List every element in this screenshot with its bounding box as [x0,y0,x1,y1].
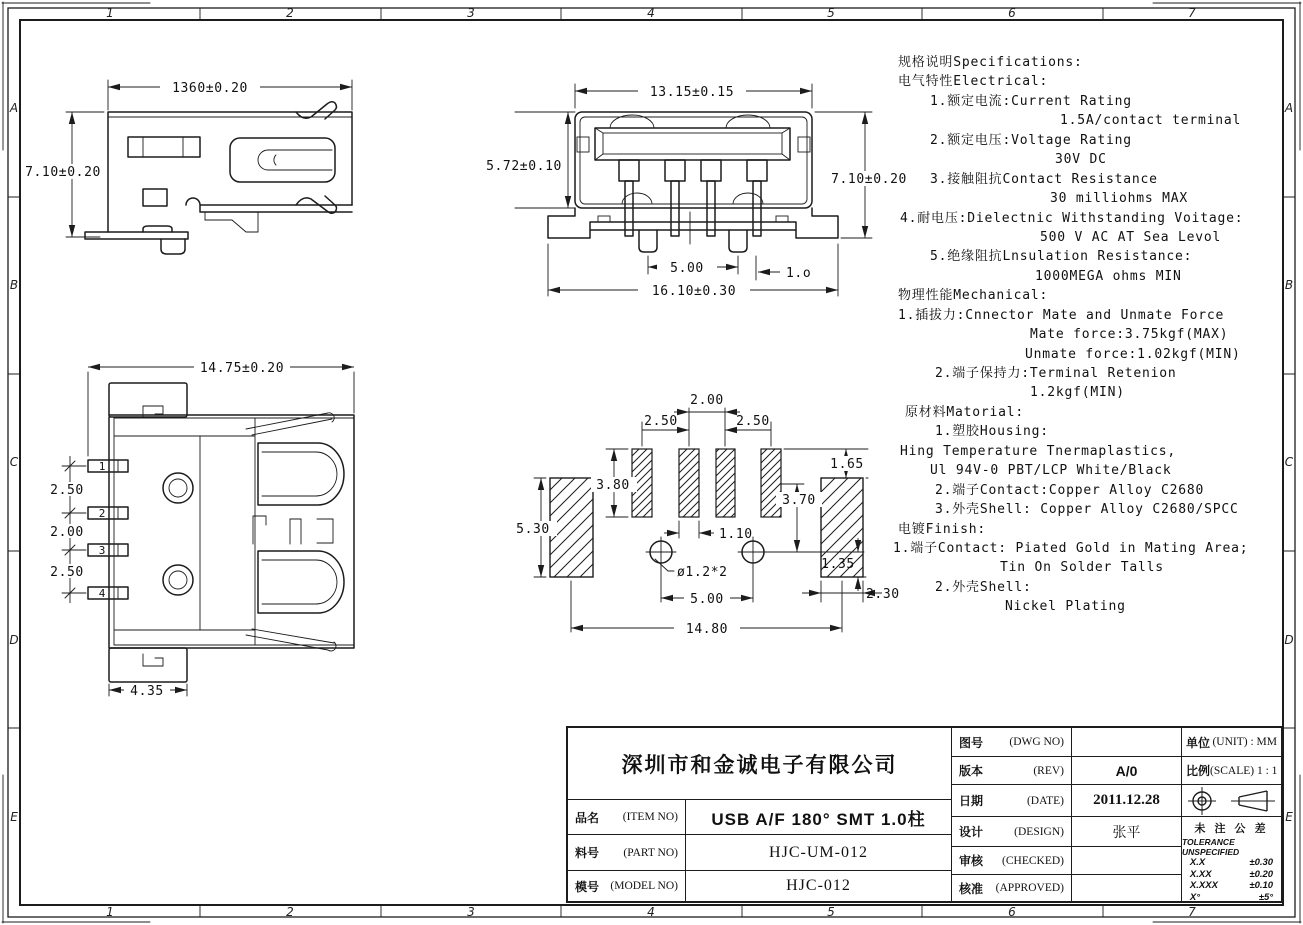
approved-value [1072,875,1182,901]
spec-line: 1000MEGA ohms MIN [1035,268,1182,284]
part-no-label-en: (PART NO) [623,846,678,859]
zone-row-label: A [1284,101,1294,115]
design-value: 张平 [1072,817,1182,847]
zone-col-label: 5 [827,905,835,919]
dim-top-pitch3: 2.50 [50,565,84,580]
item-no-label [568,800,686,835]
zone-col-label: 2 [286,905,294,919]
dim-pcb-center-pitch: 2.00 [690,393,724,408]
tol-val: ±0.30 [1249,857,1274,868]
part-no-label-cn: 料号 [575,846,600,860]
part-no-label [568,835,686,871]
spec-line: 2.外壳Shell: [935,579,1032,595]
zone-col-label: 6 [1008,6,1016,20]
dim-pcb-hole-edge: 1.35 [821,557,855,572]
zone-row-label: D [9,633,19,647]
pin-number: 3 [98,544,106,557]
spec-line: 1.插拔力:Cnnector Mate and Unmate Force [898,307,1225,323]
model-no-value: HJC-012 [686,871,952,901]
spec-line: 物理性能Mechanical: [898,288,1049,304]
zone-row-label: B [1284,278,1294,292]
zone-col-label: 7 [1188,6,1196,20]
dim-pcb-pad-length: 3.80 [596,478,630,493]
model-no-label [568,871,686,901]
zone-col-label: 4 [647,6,655,20]
tol-key: X° [1189,891,1201,901]
zone-col-label: 1 [106,6,114,20]
dwg-no-value [1072,728,1182,757]
zone-row-label: B [9,278,19,292]
dim-pcb-side-pad-length: 5.30 [516,522,550,537]
tolerance-row [1190,857,1273,869]
spec-line: Ul 94V-0 PBT/LCP White/Black [930,463,1172,479]
dim-side-width: 1360±0.20 [172,81,248,96]
dim-top-pitch1: 2.50 [50,483,84,498]
spec-line: 30 milliohms MAX [1050,191,1189,207]
unit-label-cn: 单位 [1186,735,1211,750]
pin-number: 1 [98,460,106,473]
tol-key: X.X [1189,857,1206,868]
spec-line: 1.5A/contact terminal [1060,113,1242,129]
tol-val: ±5° [1258,891,1274,901]
dim-pcb-side-pad-width: 2.30 [866,587,900,602]
projection-symbol-cell [1182,785,1281,817]
model-no-label-en: (MODEL NO) [610,880,678,892]
front-view [486,84,907,299]
spec-line: Mate force:3.75kgf(MAX) [1030,327,1229,343]
zone-col-label: 3 [467,905,475,919]
rev-label [952,757,1072,785]
zone-row-label: A [9,101,19,115]
spec-line: 2.端子Contact:Copper Alloy C2680 [935,482,1205,498]
tolerance-cell [1182,817,1281,901]
spec-line: 电镀Finish: [898,521,986,537]
date-label [952,785,1072,817]
zone-row-label: D [1284,633,1294,647]
design-label [952,817,1072,847]
model-no-label-cn: 模号 [575,879,600,894]
tolerance-row [1190,880,1273,892]
dim-pcb-offset: 1.65 [830,457,864,472]
date-label-en: (DATE) [1026,794,1064,807]
tol-key: X.XXX [1189,880,1218,891]
zone-row-label: C [9,455,19,469]
dim-top-pitch2: 2.00 [50,525,84,540]
zone-col-label: 1 [106,905,114,919]
tolerance-row [1190,869,1273,881]
third-angle-projection-icon [1184,787,1279,815]
specifications-block [880,53,1292,617]
dwg-no-label-en: (DWG NO) [1009,736,1064,748]
dim-pcb-pad-width: 1.10 [719,527,753,542]
scale-cell [1182,757,1281,785]
dim-pcb-overall: 14.80 [685,622,729,637]
spec-line: 5.绝缘阻抗Lnsulation Resistance: [930,249,1193,265]
checked-value [1072,847,1182,875]
date-value: 2011.12.28 [1072,785,1182,817]
dwg-no-label-cn: 图号 [959,735,984,750]
checked-label-en: (CHECKED) [1002,854,1064,867]
rev-value: A/0 [1072,757,1182,785]
zone-col-label: 3 [467,6,475,20]
spec-line: Unmate force:1.02kgf(MIN) [1025,346,1241,362]
pin-number: 2 [98,507,106,520]
rev-label-en: (REV) [1033,764,1064,777]
part-no-value: HJC-UM-012 [686,835,952,871]
tol-val: ±0.10 [1249,880,1274,891]
dim-front-overall: 16.10±0.30 [651,284,737,299]
dim-top-width: 14.75±0.20 [199,361,285,376]
tol-val: ±0.20 [1249,868,1274,880]
spec-line: 1.塑胶Housing: [935,424,1049,440]
spec-line: 2.端子保持力:Terminal Retenion [935,366,1177,381]
pin-number: 4 [98,587,106,600]
spec-line: 30V DC [1055,152,1107,168]
dim-top-tab: 4.35 [130,684,164,699]
pcb-view [511,393,900,637]
company-name: 深圳市和金诚电子有限公司 [568,728,952,800]
design-label-en: (DESIGN) [1014,825,1064,838]
tolerance-row [1190,892,1273,902]
zone-col-label: 6 [1008,905,1016,919]
zone-col-label: 2 [286,6,294,20]
dim-front-height: 7.10±0.20 [831,172,907,187]
top-view [44,360,354,699]
rev-label-cn: 版本 [959,764,984,778]
dim-pcb-hole-pitch: 5.00 [690,592,724,607]
spec-line: Hing Temperature Tnermaplastics, [900,443,1177,459]
zone-row-label: E [10,810,18,824]
spec-line: Nickel Plating [1005,599,1126,615]
dim-front-pitch: 5.00 [670,261,704,276]
design-label-cn: 设计 [959,825,984,839]
zone-row-label: C [1284,455,1294,469]
dim-pcb-hole-offset: 3.70 [782,493,816,508]
spec-line: 3.接触阻抗Contact Resistance [930,171,1158,187]
spec-line: 4.耐电压:Dielectnic Withstanding Voitage: [900,210,1244,226]
dwg-no-label [952,728,1072,757]
tol-key: X.XX [1189,868,1212,880]
dim-side-height: 7.10±0.20 [25,165,101,180]
unit-cell [1182,728,1281,757]
tolerance-header-en: TOLERANCE UNSPECIFIED [1182,837,1240,857]
item-no-value: USB A/F 180° SMT 1.0柱 [686,800,952,835]
checked-label-cn: 审核 [959,854,984,868]
spec-line: 1.额定电流:Current Rating [930,93,1132,109]
dim-pcb-left-pitch: 2.50 [644,414,678,429]
scale-label-en: (SCALE) 1 : 1 [1210,764,1278,777]
zone-col-label: 5 [827,6,835,20]
dim-front-opening: 5.72±0.10 [486,159,562,174]
item-no-label-cn: 品名 [575,810,600,825]
approved-label-en: (APPROVED) [995,882,1064,894]
spec-line: 1.端子Contact: Piated Gold in Mating Area; [893,540,1249,556]
spec-line: 原材料Matorial: [905,404,1025,420]
zone-col-label: 4 [647,905,655,919]
tolerance-header-cn: 未 注 公 差 [1194,823,1269,835]
scale-label-cn: 比例 [1186,764,1211,778]
spec-line: 电气特性Electrical: [898,74,1049,90]
zone-col-label: 7 [1188,905,1196,919]
zone-row-label: E [1285,810,1293,824]
dim-pcb-holes: ø1.2*2 [677,565,728,580]
spec-line: 3.外壳Shell: Copper Alloy C2680/SPCC [935,502,1239,518]
dim-front-width: 13.15±0.15 [649,85,735,100]
item-no-label-en: (ITEM NO) [622,811,678,823]
spec-line: Tin On Solder Talls [1000,560,1164,576]
title-block [566,726,1283,903]
spec-line: 规格说明Specifications: [898,55,1083,70]
approved-label [952,875,1072,901]
dim-front-pad: 1.o [786,266,812,281]
approved-label-cn: 核准 [959,881,984,896]
date-label-cn: 日期 [959,794,984,808]
spec-line: 500 V AC AT Sea Levol [1040,229,1222,245]
spec-line: 1.2kgf(MIN) [1030,385,1125,401]
unit-label-en: (UNIT) : MM [1212,736,1277,748]
side-view [25,80,352,254]
dim-pcb-right-pitch: 2.50 [736,414,770,429]
spec-line: 2.额定电压:Voltage Rating [930,132,1132,148]
checked-label [952,847,1072,875]
